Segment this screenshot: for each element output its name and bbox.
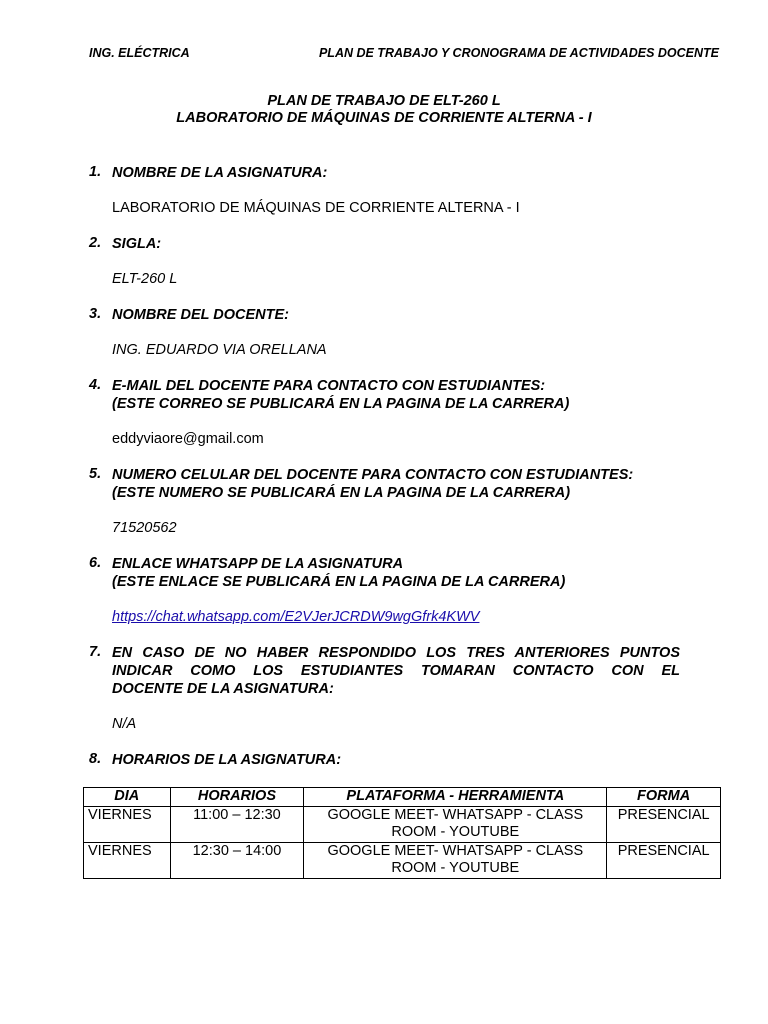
section-number-7: 7.: [89, 644, 102, 660]
cell-hours: 11:00 – 12:30: [170, 807, 304, 843]
section-note-email: (ESTE CORREO SE PUBLICARÁ EN LA PAGINA DE LA CARRERA): [112, 396, 570, 412]
cell-platform: GOOGLE MEET- WHATSAPP - CLASS ROOM - YOUTUBE: [304, 843, 607, 879]
cell-hours: 12:30 – 14:00: [170, 843, 304, 879]
section-heading-whatsapp: ENLACE WHATSAPP DE LA ASIGNATURA: [112, 556, 404, 572]
section-number-3: 3.: [89, 306, 102, 322]
section-note-whatsapp: (ESTE ENLACE SE PUBLICARÁ EN LA PAGINA DE LA CARRERA): [112, 574, 566, 590]
section-heading-email: E-MAIL DEL DOCENTE PARA CONTACTO CON ESTUDIANTES:: [112, 378, 546, 394]
section-heading-schedule: HORARIOS DE LA ASIGNATURA:: [112, 752, 342, 768]
section-heading-code: SIGLA:: [112, 236, 162, 252]
column-header-mode: FORMA: [607, 788, 721, 807]
contact-alt-value: N/A: [112, 716, 137, 732]
cell-day: VIERNES: [84, 807, 171, 843]
section-number-6: 6.: [89, 555, 102, 571]
section-number-2: 2.: [89, 235, 102, 251]
cell-day: VIERNES: [84, 843, 171, 879]
column-header-hours: HORARIOS: [170, 788, 304, 807]
table-row: [84, 843, 721, 879]
schedule-header-row: [84, 788, 721, 807]
section-heading-contact-alt-line3: DOCENTE DE LA ASIGNATURA:: [112, 681, 334, 697]
section-heading-teacher-name: NOMBRE DEL DOCENTE:: [112, 307, 289, 323]
column-header-day: DIA: [84, 788, 171, 807]
section-number-4: 4.: [89, 377, 102, 393]
teacher-phone-value: 71520562: [112, 520, 177, 536]
cell-mode: PRESENCIAL: [607, 807, 721, 843]
cell-platform: GOOGLE MEET- WHATSAPP - CLASS ROOM - YOUTUBE: [304, 807, 607, 843]
section-note-phone: (ESTE NUMERO SE PUBLICARÁ EN LA PAGINA DE LA CARRERA): [112, 485, 571, 501]
subject-code-value: ELT-260 L: [112, 271, 178, 287]
section-heading-contact-alt-line1: EN CASO DE NO HABER RESPONDIDO LOS TRES ANTERIORES PUNTOS: [112, 645, 680, 661]
section-heading-contact-alt-line2: INDICAR COMO LOS ESTUDIANTES TOMARAN CONTACTO CON EL: [112, 663, 680, 679]
section-number-8: 8.: [89, 751, 102, 767]
section-heading-phone: NUMERO CELULAR DEL DOCENTE PARA CONTACTO CON ESTUDIANTES:: [112, 467, 634, 483]
column-header-platform: PLATAFORMA - HERRAMIENTA: [304, 788, 607, 807]
whatsapp-group-link[interactable]: https://chat.whatsapp.com/E2VJerJCRDW9wgGfrk4KWV: [112, 609, 480, 625]
header-department: ING. ELÉCTRICA: [89, 46, 190, 60]
header-document-title: PLAN DE TRABAJO Y CRONOGRAMA DE ACTIVIDADES DOCENTE: [318, 46, 719, 60]
teacher-email-value: eddyviaore@gmail.com: [112, 431, 264, 447]
page-subtitle: LABORATORIO DE MÁQUINAS DE CORRIENTE ALTERNA - I: [176, 110, 592, 126]
teacher-name-value: ING. EDUARDO VIA ORELLANA: [112, 342, 327, 358]
table-row: [84, 807, 721, 843]
subject-name-value: LABORATORIO DE MÁQUINAS DE CORRIENTE ALTERNA - I: [112, 200, 520, 216]
schedule-table: [83, 787, 721, 879]
section-number-5: 5.: [89, 466, 102, 482]
page-title: PLAN DE TRABAJO DE ELT-260 L: [267, 93, 501, 109]
section-number-1: 1.: [89, 164, 102, 180]
section-heading-subject-name: NOMBRE DE LA ASIGNATURA:: [112, 165, 328, 181]
cell-mode: PRESENCIAL: [607, 843, 721, 879]
